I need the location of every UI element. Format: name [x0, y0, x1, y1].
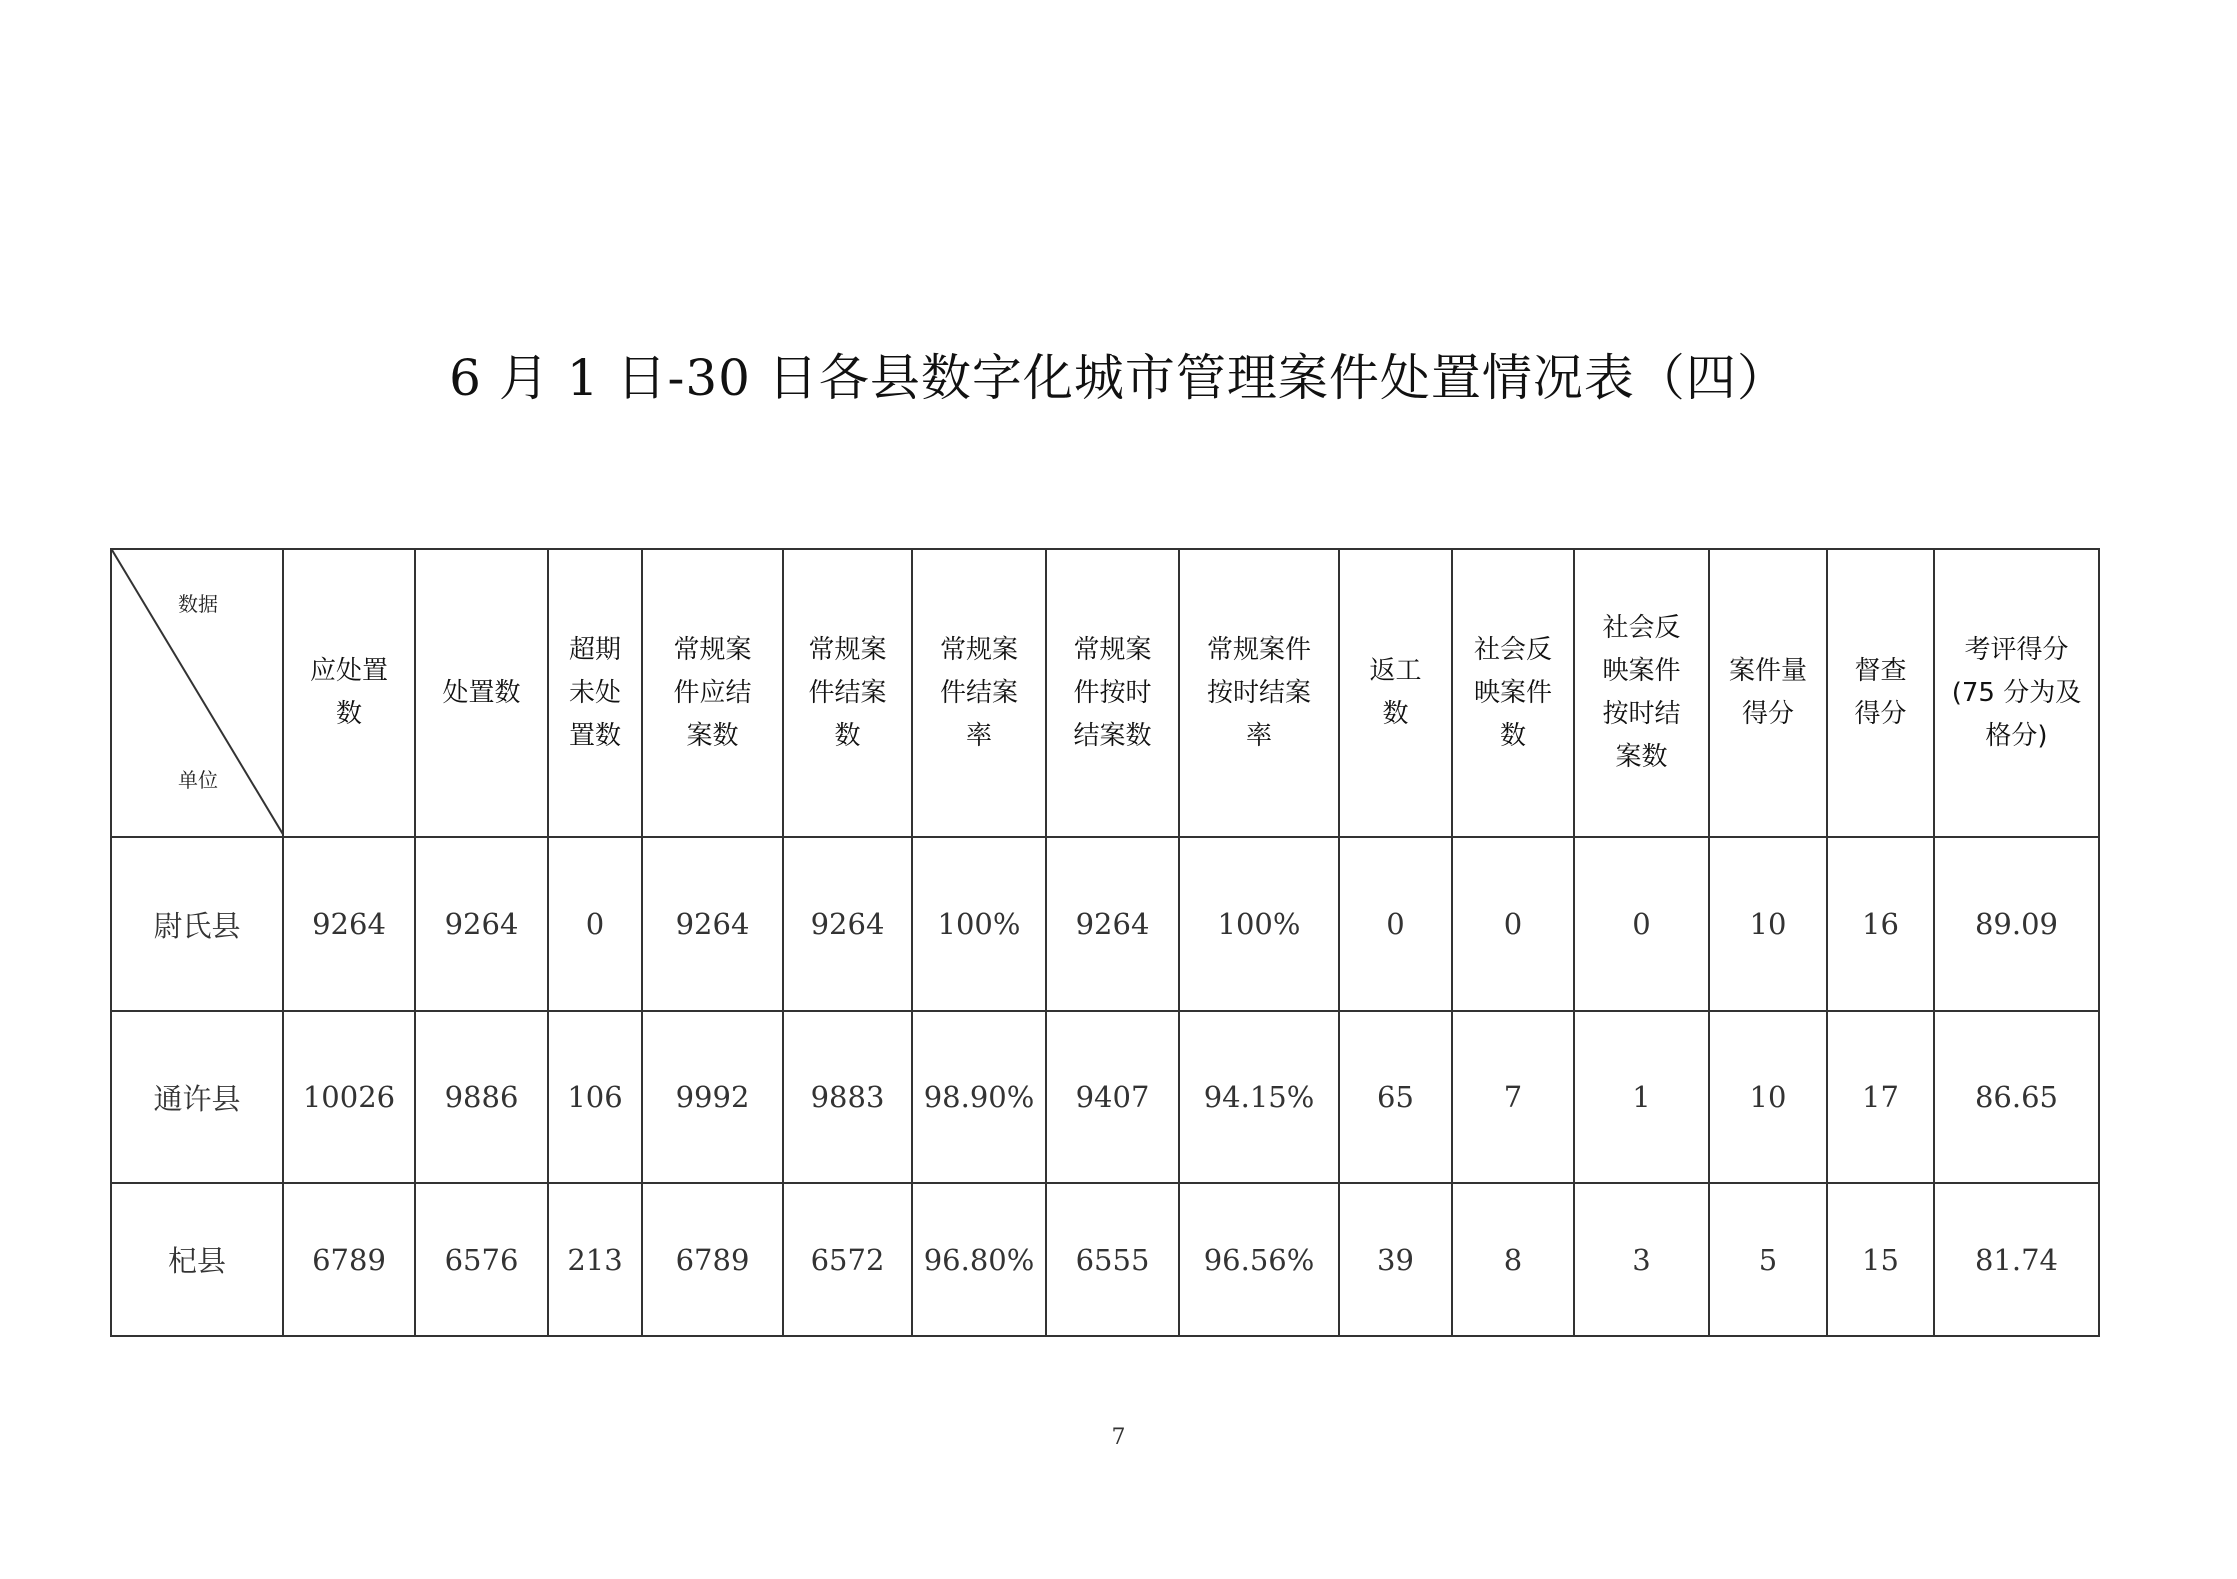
column-header: [642, 549, 783, 837]
column-header-line: 得分: [1741, 699, 1794, 729]
value-cell: 9264: [783, 837, 912, 1011]
column-header-line: 常规案: [939, 634, 1018, 665]
table-row: [111, 1011, 2099, 1183]
value-cell: 65: [1339, 1011, 1452, 1183]
value-cell: 10: [1709, 1011, 1827, 1183]
value-cell: 9886: [415, 1011, 548, 1183]
value-cell: 9883: [783, 1011, 912, 1183]
column-header: [283, 549, 415, 837]
column-header: [1574, 549, 1709, 837]
column-header-line: (75 分为及: [1951, 677, 2082, 708]
value-cell: 86.65: [1934, 1011, 2099, 1183]
column-header-line: 超期: [568, 634, 621, 665]
column-header: [1827, 549, 1934, 837]
table-body: [111, 837, 2099, 1336]
value-cell: 6555: [1046, 1183, 1179, 1336]
value-cell: 1: [1574, 1011, 1709, 1183]
value-cell: 9264: [1046, 837, 1179, 1011]
column-header-line: 得分: [1854, 699, 1907, 729]
column-header-line: 映案件: [1473, 677, 1552, 708]
value-cell: 9407: [1046, 1011, 1179, 1183]
value-cell: 10: [1709, 837, 1827, 1011]
value-cell: 100%: [912, 837, 1046, 1011]
value-cell: 213: [548, 1183, 642, 1336]
unit-name-cell: 尉氏县: [111, 837, 283, 1011]
column-header-line: 格分): [1985, 720, 2048, 751]
value-cell: 6572: [783, 1183, 912, 1336]
column-header: [1046, 549, 1179, 837]
column-header-line: 未处: [568, 677, 621, 708]
value-cell: 7: [1452, 1011, 1574, 1183]
corner-header-cell: [111, 549, 283, 837]
column-header: [1339, 549, 1452, 837]
column-header-line: 按时结案: [1206, 677, 1311, 708]
column-header-line: 案数: [686, 720, 739, 751]
column-header-line: 处置数: [442, 677, 521, 708]
column-header: [1179, 549, 1339, 837]
value-cell: 5: [1709, 1183, 1827, 1336]
corner-top-label: 数据: [178, 592, 218, 616]
value-cell: 106: [548, 1011, 642, 1183]
value-cell: 0: [1339, 837, 1452, 1011]
value-cell: 3: [1574, 1183, 1709, 1336]
value-cell: 0: [548, 837, 642, 1011]
column-header-line: 率: [1245, 720, 1272, 751]
document-title: 6 月 1 日-30 日各县数字化城市管理案件处置情况表（四）: [449, 349, 1788, 407]
value-cell: 39: [1339, 1183, 1452, 1336]
value-cell: 9264: [283, 837, 415, 1011]
column-header-line: 结案数: [1073, 720, 1152, 751]
column-header-line: 数: [1382, 699, 1409, 729]
value-cell: 6789: [283, 1183, 415, 1336]
header-row: [111, 549, 2099, 837]
column-header-line: 常规案: [1073, 634, 1152, 665]
column-header-line: 案数: [1615, 742, 1668, 772]
column-header-line: 按时结: [1602, 699, 1681, 729]
value-cell: 6576: [415, 1183, 548, 1336]
column-header: [415, 549, 548, 837]
value-cell: 96.56%: [1179, 1183, 1339, 1336]
column-header-line: 案件量: [1728, 656, 1807, 686]
table-row: [111, 837, 2099, 1011]
case-disposal-table: [110, 548, 2100, 1337]
value-cell: 0: [1452, 837, 1574, 1011]
value-cell: 17: [1827, 1011, 1934, 1183]
page-number: 7: [1111, 1425, 1126, 1450]
column-header: [1452, 549, 1574, 837]
column-header-line: 数: [335, 699, 362, 729]
column-header: [783, 549, 912, 837]
value-cell: 89.09: [1934, 837, 2099, 1011]
value-cell: 9992: [642, 1011, 783, 1183]
unit-name-cell: 通许县: [111, 1011, 283, 1183]
column-header-line: 常规案件: [1206, 634, 1311, 665]
value-cell: 96.80%: [912, 1183, 1046, 1336]
value-cell: 94.15%: [1179, 1011, 1339, 1183]
column-header-line: 社会反: [1473, 634, 1552, 665]
column-header-line: 数: [834, 720, 861, 751]
table-row: [111, 1183, 2099, 1336]
column-header: [912, 549, 1046, 837]
value-cell: 16: [1827, 837, 1934, 1011]
value-cell: 81.74: [1934, 1183, 2099, 1336]
value-cell: 0: [1574, 837, 1709, 1011]
column-header-line: 返工: [1369, 656, 1422, 686]
unit-name-cell: 杞县: [111, 1183, 283, 1336]
column-header: [1709, 549, 1827, 837]
corner-bottom-label: 单位: [178, 768, 218, 792]
column-header-line: 件应结: [673, 677, 752, 708]
column-header: [548, 549, 642, 837]
column-header-line: 常规案: [808, 634, 887, 665]
column-header-line: 应处置: [309, 656, 388, 686]
column-header-line: 数: [1499, 720, 1526, 751]
column-header-line: 督查: [1854, 656, 1907, 686]
value-cell: 9264: [415, 837, 548, 1011]
column-header-line: 件按时: [1073, 677, 1152, 708]
column-header-line: 社会反: [1602, 613, 1681, 643]
column-header: [1934, 549, 2099, 837]
value-cell: 15: [1827, 1183, 1934, 1336]
column-header-line: 件结案: [808, 677, 887, 708]
value-cell: 9264: [642, 837, 783, 1011]
column-header-line: 率: [965, 720, 992, 751]
column-header-line: 常规案: [673, 634, 752, 665]
column-header-line: 考评得分: [1964, 634, 2069, 665]
value-cell: 10026: [283, 1011, 415, 1183]
column-header-line: 置数: [568, 720, 621, 751]
value-cell: 98.90%: [912, 1011, 1046, 1183]
value-cell: 8: [1452, 1183, 1574, 1336]
column-header-line: 映案件: [1602, 656, 1681, 686]
value-cell: 6789: [642, 1183, 783, 1336]
column-header-line: 件结案: [939, 677, 1018, 708]
value-cell: 100%: [1179, 837, 1339, 1011]
